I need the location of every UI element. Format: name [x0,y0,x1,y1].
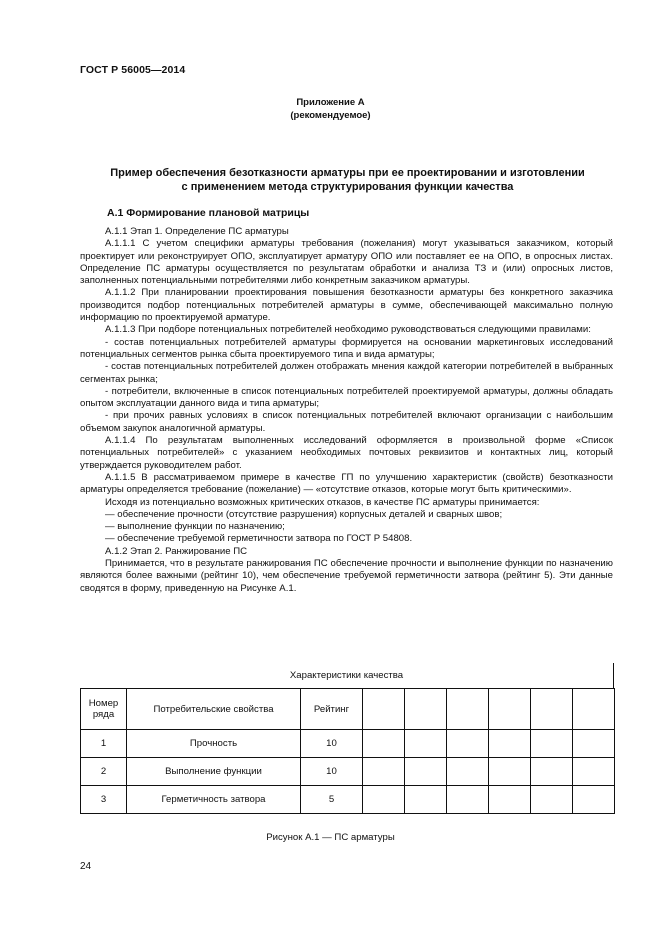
body-text [80,226,613,595]
list-item: - состав потенциальных потребителей арматуры формируется на основании маркетинговых исследований потенциальных сегментов рынка сбыта проектируемого типа и вида арматуры; [80,336,613,360]
empty-cell [447,758,489,786]
list-item: - потребители, включенные в список потенциальных потребителей проектируемой арматуры, должны обладать опытом эксплуатации данного вида и типа арматуры; [80,385,613,410]
empty-cell [489,758,531,786]
empty-cell [447,689,489,730]
empty-cell [405,786,447,814]
empty-cell [405,758,447,786]
appendix-type: (рекомендуемое) [290,110,371,121]
table-row [81,758,615,786]
column-header-property: Потребительские свойства [127,689,301,730]
table-header-row [81,689,615,730]
rating-value: 10 [301,758,363,786]
empty-cell [489,730,531,758]
table-row [81,786,615,814]
paragraph: А.1.1.4 По результатам выполненных исследований оформляется в произвольной форме «Список потенциальных потребителей» с указанием необходимых почтовых реквизитов и контактных лиц, который утверждается руководителем работ. [80,435,613,471]
paragraph: А.1.1.2 При планировании проектирования повышения безотказности арматуры без конкретного заказчика производится подбор потенциальных потребителей арматуры в сумме, обеспечивающей максимально полную информацию по проектируемой арматуре. [80,287,613,324]
table-row [81,730,615,758]
title-line-2: с применением метода структурирования функции качества [181,181,514,193]
list-item: — выполнение функции по назначению; [105,521,285,533]
appendix-title: Приложение А [296,97,365,108]
paragraph: А.1.1.5 В рассматриваемом примере в качестве ГП по улучшению характеристик (свойств) безотказности арматуры определяется требование (пожелание) — «отсутствие отказов, которые могут быть критическими». [80,471,613,496]
row-number: 3 [81,786,127,814]
section-heading: А.1 Формирование плановой матрицы [107,207,310,219]
rating-value: 10 [301,730,363,758]
empty-cell [531,689,573,730]
empty-cell [363,758,405,786]
empty-cell [405,689,447,730]
quality-matrix-figure [80,663,614,823]
list-item: — обеспечение прочности (отсутствие разрушения) корпусных деталей и сварных швов; [105,508,503,520]
paragraph: А.1.1.1 С учетом специфики арматуры требования (пожелания) могут указываться заказчиком, который проектирует или реконструирует ОПО, эксплуатирует арматуру ОПО или поставляет ее на ОПО, в опросных листах. Определение ПС арматуры осуществляется по результатам обработки и анализа ТЗ и (или) опросных листов, заполненных потенциальными потребителями либо конкретным заказчиком арматуры. [80,238,613,287]
empty-cell [405,730,447,758]
row-number: 1 [81,730,127,758]
quality-characteristics-header: Характеристики качества [80,663,614,688]
empty-cell [489,689,531,730]
paragraph: А.1.2 Этап 2. Ранжирование ПС [105,545,248,557]
empty-cell [573,786,615,814]
empty-cell [531,786,573,814]
paragraph: А.1.1.3 При подборе потенциальных потребителей необходимо руководствоваться следующими правилами: [105,324,591,336]
column-header-rating: Рейтинг [301,689,363,730]
list-item: — обеспечение требуемой герметичности затвора по ГОСТ Р 54808. [105,533,413,545]
empty-cell [531,758,573,786]
appendix-heading [0,96,661,122]
paragraph: Принимается, что в результате ранжирования ПС обеспечение прочности и выполнение функции по назначению являются более важными (рейтинг 10), чем обеспечение требуемой герметичности затвора (рейтинг 5). Эти данные сводятся в форму, приведенную на Рисунке А.1. [80,558,613,594]
figure-caption: Рисунок А.1 — ПС арматуры [266,832,395,843]
row-number: 2 [81,758,127,786]
property-name: Герметичность затвора [127,786,301,814]
empty-cell [573,689,615,730]
document-title [80,166,615,194]
empty-cell [489,786,531,814]
column-header-row-number: Номер ряда [81,689,127,730]
document-standard-header: ГОСТ Р 56005—2014 [80,64,186,76]
page-number: 24 [80,861,92,872]
rating-value: 5 [301,786,363,814]
property-name: Выполнение функции [127,758,301,786]
list-item: - при прочих равных условиях в список потенциальных потребителей включают организации с наибольшим объемом закупок аналогичной арматуры. [80,410,613,434]
quality-matrix-table [80,688,615,814]
empty-cell [363,689,405,730]
empty-cell [573,758,615,786]
paragraph: Исходя из потенциально возможных критических отказов, в качестве ПС арматуры принимается: [105,496,540,508]
list-item: - состав потенциальных потребителей должен отображать мнения каждой категории потребителей в выбранных сегментах рынка; [80,361,613,385]
property-name: Прочность [127,730,301,758]
empty-cell [447,786,489,814]
paragraph: А.1.1 Этап 1. Определение ПС арматуры [105,226,289,237]
empty-cell [363,730,405,758]
empty-cell [573,730,615,758]
title-line-1: Пример обеспечения безотказности арматуры при ее проектировании и изготовлении [110,167,585,179]
empty-cell [363,786,405,814]
empty-cell [531,730,573,758]
empty-cell [447,730,489,758]
